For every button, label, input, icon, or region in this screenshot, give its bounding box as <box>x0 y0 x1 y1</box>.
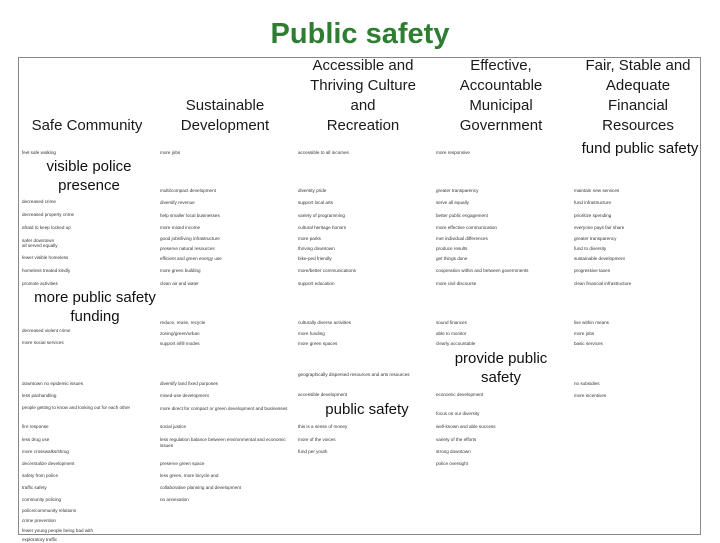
list-item: produce results <box>436 246 468 251</box>
list-item: cooperation within and between governments <box>436 268 529 273</box>
list-item: serve all equally <box>436 200 469 205</box>
list-item: collaborative planning and development <box>160 485 241 490</box>
list-item: more crosswalks/shrug <box>22 449 69 454</box>
column-header: Fair, Stable and Adequate Financial Resources <box>585 57 691 134</box>
list-item: more/better communications <box>298 268 356 273</box>
column-safe-community <box>22 0 156 542</box>
list-item: people getting to know and looking out for each other <box>22 405 131 410</box>
list-item: sustainable development <box>574 256 625 261</box>
list-item: able to monitor <box>436 331 467 336</box>
column-culture-recreation <box>298 0 428 540</box>
highlight-fund-public-safety: fund public safety <box>581 140 699 157</box>
list-item: support local arts <box>298 200 333 205</box>
list-item: more social services <box>22 340 64 345</box>
page-title: Public safety <box>270 18 450 50</box>
list-item: more green building <box>160 268 201 273</box>
list-item: cultural heritage honors <box>298 225 347 230</box>
list-item: diversify land fixed purposes <box>160 381 218 386</box>
list-item: more incentives <box>574 393 607 398</box>
list-item: mixed-use development <box>160 393 209 398</box>
list-item: prioritize spending <box>574 213 612 218</box>
column-header: Sustainable Development <box>180 97 270 134</box>
list-item: geographically dispersed resources and arts resources <box>298 372 410 377</box>
list-item: more effective communication <box>436 225 497 230</box>
column-financial-resources <box>574 0 702 540</box>
highlight-more-public-safety-funding: more public safety funding <box>34 289 156 325</box>
list-item: live within means <box>574 320 609 325</box>
list-item: no subsidies <box>574 381 600 386</box>
list-item: fire response <box>22 424 49 429</box>
list-item: more of the voices <box>298 437 336 442</box>
list-item: decentralize development <box>22 461 75 466</box>
list-item: fund per youth <box>298 449 328 454</box>
list-item: support education <box>298 281 335 286</box>
list-item: more direct for compact or green development and businesses <box>160 406 288 411</box>
list-item: less panhandling <box>22 393 57 398</box>
list-item: fund to diversity <box>574 246 607 251</box>
list-item: more jobs <box>574 331 595 336</box>
list-item: less drug use <box>22 437 50 442</box>
column-municipal-government <box>436 0 566 540</box>
list-item: culturally diverse activities <box>298 320 352 325</box>
list-item: safer downtown <box>22 238 55 243</box>
list-item: variety of programming <box>298 213 345 218</box>
list-item: clearly accountable <box>436 341 476 346</box>
list-item: maintain new services <box>574 188 620 193</box>
list-item: promote activities <box>22 281 58 286</box>
list-item: more mixed income <box>160 225 201 230</box>
list-item: more parks <box>298 236 321 241</box>
list-item: more civil discourse <box>436 281 477 286</box>
list-item: reduce, reuse, recycle <box>160 320 206 325</box>
list-item: downtown no epidemic issues <box>22 381 84 386</box>
list-item: social justice <box>160 424 187 429</box>
list-item: police/community relations <box>22 508 77 513</box>
list-item: greater transparency <box>436 188 479 193</box>
list-item: clean financial infrastructure <box>574 281 632 286</box>
column-header: Safe Community <box>31 117 143 134</box>
list-item: more responsive <box>436 150 470 155</box>
list-item: crime prevention <box>22 518 56 523</box>
list-item: sound finances <box>436 320 467 325</box>
list-item: more green spaces <box>298 341 338 346</box>
list-item: less green, more bicycle and <box>160 473 219 478</box>
list-item: clean air and water <box>160 281 199 286</box>
list-item: fewer visible homeless <box>22 255 69 260</box>
highlight-visible-police-presence: visible police presence <box>46 158 132 194</box>
list-item: traffic safety <box>22 485 47 490</box>
column-header: Effective, Accountable Municipal Government <box>459 57 543 134</box>
list-item: homeless treated kindly <box>22 268 71 273</box>
list-item: community policing <box>22 497 62 502</box>
list-item: variety of the efforts <box>436 437 477 442</box>
list-item: zoning/green/urban <box>160 331 200 336</box>
list-item: decreased violent crime <box>22 328 71 333</box>
column-header: Accessible and Thriving Culture and Recreation <box>310 57 416 134</box>
list-item: no annexation <box>160 497 189 502</box>
list-item: met individual differences <box>436 236 488 241</box>
list-item: economic development <box>436 392 484 397</box>
list-item: less regulation balance between environmental and economic issues <box>160 437 286 448</box>
list-item: accessible to all incomes <box>298 150 349 155</box>
list-item: thriving downtown <box>298 246 335 251</box>
list-item: better public engagement <box>436 213 488 218</box>
list-item: diversity pride <box>298 188 327 193</box>
highlight-public-safety: public safety <box>325 401 409 418</box>
list-item: well-known and able success <box>436 424 496 429</box>
list-item: efficient and green energy use <box>160 256 222 261</box>
list-item: good jobs/living infrastructure <box>160 236 220 241</box>
highlight-provide-public-safety: provide public safety <box>454 350 548 386</box>
list-item: bike-ped friendly <box>298 256 332 261</box>
list-item: everyone pays fair share <box>574 225 625 230</box>
list-item: more jobs <box>160 150 181 155</box>
list-item: strong downtown <box>436 449 471 454</box>
list-item: fund infrastructure <box>574 200 612 205</box>
list-item: police oversight <box>436 461 468 466</box>
list-item: decreased property crime <box>22 212 75 217</box>
list-item: decreased crime <box>22 199 56 204</box>
list-item: more funding <box>298 331 325 336</box>
column-sustainable-development <box>160 0 290 540</box>
list-item: basic services <box>574 341 603 346</box>
list-item: exploratory traffic <box>22 537 58 542</box>
list-item: focus on our diversity <box>436 411 480 416</box>
list-item: fewer young people being bad with <box>22 528 93 533</box>
list-item: afraid to keep locked up <box>22 225 71 230</box>
list-item: greater transparency <box>574 236 617 241</box>
list-item: all served equally <box>22 243 58 248</box>
list-item: get things done <box>436 256 468 261</box>
list-item: safety from police <box>22 473 58 478</box>
list-item: support infill modes <box>160 341 200 346</box>
list-item: accessible development <box>298 392 348 397</box>
list-item: multi/compact development <box>160 188 216 193</box>
list-item: preserve natural resources <box>160 246 215 251</box>
list-item: help smaller local businesses <box>160 213 220 218</box>
list-item: preserve green space <box>160 461 205 466</box>
list-item: diversify revenue <box>160 200 195 205</box>
list-item: progressive taxes <box>574 268 611 273</box>
list-item: this is a sense of money <box>298 424 348 429</box>
list-item: feel safe walking <box>22 150 56 155</box>
